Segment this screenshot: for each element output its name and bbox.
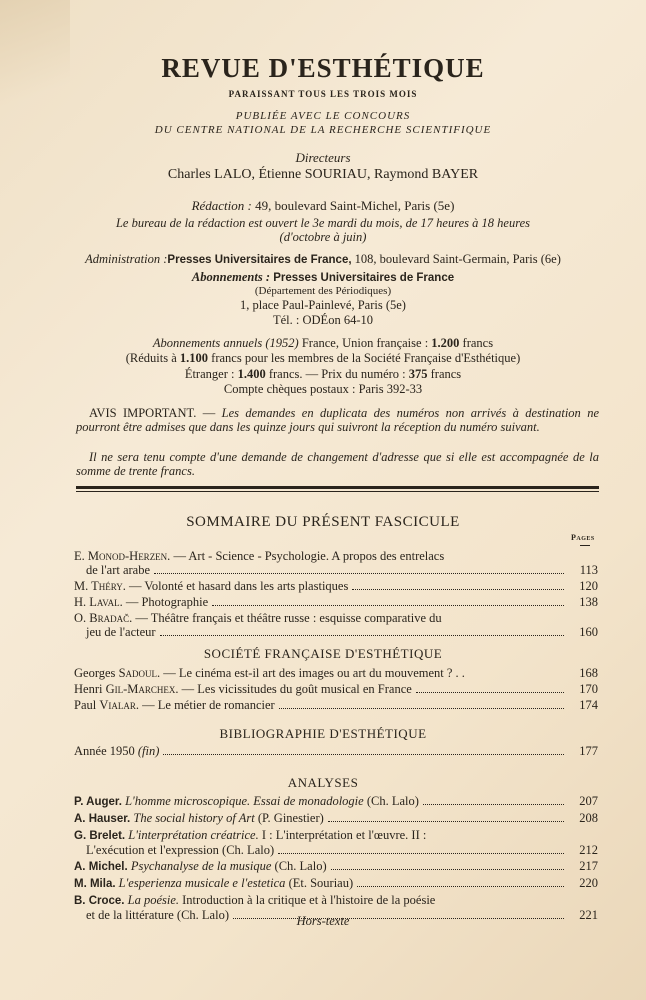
toc-page: 212 [579, 843, 598, 857]
toc-title: Année 1950 [74, 744, 138, 758]
societe-list [74, 666, 598, 712]
issue-price-unit: francs [427, 367, 462, 381]
toc-page: 138 [579, 595, 598, 609]
toc-title: — Le cinéma est-il art des images ou art du mouvement ? . . [160, 666, 465, 680]
section-divider-thin [76, 491, 599, 492]
toc-title: La poésie. [124, 893, 180, 907]
subscriptions-line [0, 270, 646, 285]
annual-france-price: 1.200 [431, 336, 460, 350]
toc-title-cont: et de la littérature (Ch. Lalo) [86, 908, 229, 922]
section-divider-thick [76, 486, 599, 489]
toc-author: P. Auger. [74, 796, 122, 808]
toc-author: Gil-Marchex. [105, 682, 179, 696]
toc-entry [74, 794, 598, 809]
annual-reduced-price: 1.100 [179, 351, 209, 365]
annual-reduced-text-2: francs pour les membres de la Société Française d'Esthétique) [208, 351, 521, 365]
redaction-label: Rédaction : [191, 198, 252, 213]
toc-author: E. Monod-Herzen. [74, 549, 171, 563]
leader-dots [278, 853, 564, 854]
administration-line [0, 252, 646, 267]
annual-france-unit: francs [459, 336, 494, 350]
toc-entry [74, 666, 598, 680]
publication-line-2: DU CENTRE NATIONAL DE LA RECHERCHE SCIENTIFIQUE [154, 124, 492, 136]
subscriptions-label: Abonnements : [191, 270, 271, 284]
bibliographie-list [74, 744, 598, 758]
toc-page: 113 [579, 563, 598, 577]
toc-entry [74, 859, 598, 874]
administration-publisher: Presses Universitaires de France, [167, 254, 352, 266]
toc-entry [74, 811, 598, 826]
toc-page: 177 [579, 744, 598, 758]
office-hours-line-1: Le bureau de la rédaction est ouvert le 3e mardi du mois, de 17 heures à 18 heures [115, 216, 531, 230]
toc-entry [74, 579, 598, 593]
hors-texte-label: Hors-texte [296, 914, 350, 928]
toc-author: G. Brelet. [74, 830, 126, 842]
toc-entry [74, 549, 598, 577]
toc-entry [74, 744, 598, 758]
toc-first-name: Georges [74, 666, 119, 680]
toc-first-name: Henri [74, 682, 106, 696]
annual-reduced-text: (Réduits à [125, 351, 180, 365]
leader-dots [163, 754, 564, 755]
toc-entry [74, 682, 598, 696]
toc-title-extra: Introduction à la critique et à l'histoire de la poésie [179, 893, 436, 907]
subscriptions-phone: Tél. : ODÉon 64-10 [273, 313, 373, 327]
toc-page: 174 [579, 698, 598, 712]
annual-line-2 [0, 351, 646, 366]
toc-title-cont: jeu de l'acteur [86, 625, 156, 639]
toc-entry [74, 828, 598, 857]
sommaire-title: SOMMAIRE DU PRÉSENT FASCICULE [186, 514, 460, 530]
toc-reviewer: (Et. Souriau) [285, 876, 354, 890]
toc-author: Vialar. [99, 698, 140, 712]
toc-page: 208 [579, 811, 598, 825]
office-hours-line-2: (d'octobre à juin) [279, 230, 367, 244]
toc-page: 217 [579, 859, 598, 873]
foreign-price: 1.400 [237, 367, 266, 381]
pages-header: Pages [571, 533, 595, 542]
leader-dots [154, 573, 564, 574]
pages-header-rule [580, 545, 590, 546]
toc-title-cont: L'exécution et l'expression (Ch. Lalo) [86, 843, 275, 857]
toc-author: H. Laval. [74, 595, 123, 609]
redaction-line [0, 198, 646, 214]
leader-dots [352, 589, 564, 590]
redaction-address: 49, boulevard Saint-Michel, Paris (5e) [251, 198, 455, 213]
toc-title-extra: I : L'interprétation et l'œuvre. II : [258, 828, 427, 842]
issue-price: 375 [408, 367, 428, 381]
annual-label: Abonnements annuels (1952) [152, 336, 299, 350]
postal-account: Compte chèques postaux : Paris 392-33 [223, 382, 423, 396]
toc-entry [74, 611, 598, 639]
leader-dots [357, 886, 564, 887]
societe-title: SOCIÉTÉ FRANÇAISE D'ESTHÉTIQUE [203, 646, 443, 661]
toc-entry [74, 698, 598, 712]
bibliographie-title: BIBLIOGRAPHIE D'ESTHÉTIQUE [219, 726, 427, 741]
administration-label: Administration : [85, 252, 168, 266]
subscriptions-address: 1, place Paul-Painlevé, Paris (5e) [240, 298, 406, 312]
toc-page: 170 [579, 682, 598, 696]
foreign-text: Étranger : [184, 367, 238, 381]
toc-title-cont: de l'art arabe [86, 563, 151, 577]
leader-dots [328, 821, 564, 822]
subscriptions-publisher: Presses Universitaires de France [270, 272, 455, 284]
directors-names: Charles LALO, Étienne SOURIAU, Raymond BAYER [167, 167, 479, 182]
annual-france-text: France, Union française : [298, 336, 432, 350]
frequency-subtitle: PARAISSANT TOUS LES TROIS MOIS [228, 89, 418, 99]
issue-price-text: francs. — Prix du numéro : [265, 367, 409, 381]
toc-title: — Volonté et hasard dans les arts plastiques [125, 579, 349, 593]
leader-dots [331, 869, 564, 870]
toc-title: — Le métier de romancier [139, 698, 275, 712]
toc-first-name: Paul [74, 698, 100, 712]
toc-page: 160 [579, 625, 598, 639]
toc-author: B. Croce. [74, 895, 125, 907]
toc-author: A. Hauser. [74, 813, 131, 825]
toc-page: 207 [579, 794, 598, 808]
notice-text-1: Les demandes en duplicata des numéros non arrivés à destination ne pourront être admises que dans les quinze jours qui suivront la réception du numéro suivant. [76, 406, 600, 434]
toc-title: — Les vicissitudes du goût musical en France [178, 682, 412, 696]
toc-title: Psychanalyse de la musique [127, 859, 272, 873]
toc-reviewer: (Ch. Lalo) [271, 859, 327, 873]
subscriptions-department: (Département des Périodiques) [254, 285, 392, 297]
toc-author: M. Mila. [74, 878, 116, 890]
leader-dots [423, 804, 564, 805]
directors-label: Directeurs [295, 150, 351, 165]
toc-page: 168 [579, 666, 598, 680]
toc-author: A. Michel. [74, 861, 128, 873]
toc-page: 220 [579, 876, 598, 890]
toc-author: Sadoul. [118, 666, 161, 680]
toc-title: L'homme microscopique. Essai de monadologie [121, 794, 364, 808]
leader-dots [279, 708, 564, 709]
toc-title: L'interprétation créatrice. [125, 828, 259, 842]
toc-page: 221 [579, 908, 598, 922]
annual-line-1 [0, 336, 646, 351]
notice-paragraph-1 [76, 406, 599, 434]
toc-author: O. Bradač. [74, 611, 133, 625]
analyses-title: ANALYSES [287, 775, 359, 790]
leader-dots [212, 605, 564, 606]
toc-title: — Théâtre français et théâtre russe : esquisse comparative du [132, 611, 442, 625]
toc-reviewer: (P. Ginestier) [254, 811, 324, 825]
toc-entry [74, 595, 598, 609]
notice-paragraph-2: Il ne sera tenu compte d'une demande de changement d'adresse que si elle est accompagnée de la somme de trente francs. [76, 450, 599, 478]
administration-address: 108, boulevard Saint-Germain, Paris (6e) [351, 252, 561, 266]
analyses-list [74, 794, 598, 922]
toc-reviewer: (Ch. Lalo) [363, 794, 419, 808]
toc-title: — Photographie [122, 595, 209, 609]
toc-title: L'esperienza musicale e l'estetica [115, 876, 286, 890]
toc-title-italic: (fin) [137, 744, 160, 758]
toc-title: — Art - Science - Psychologie. A propos des entrelacs [170, 549, 445, 563]
toc-author: M. Théry. [74, 579, 126, 593]
leader-dots [160, 635, 564, 636]
notice-lead: AVIS IMPORTANT. — [89, 406, 222, 420]
leader-dots [416, 692, 564, 693]
publication-line-1: PUBLIÉE AVEC LE CONCOURS [235, 110, 411, 122]
toc-page: 120 [579, 579, 598, 593]
journal-title: REVUE D'ESTHÉTIQUE [161, 53, 485, 83]
annual-line-3 [0, 367, 646, 382]
toc-entry [74, 876, 598, 891]
sommaire-list [74, 549, 598, 639]
toc-title: The social history of Art [130, 811, 255, 825]
